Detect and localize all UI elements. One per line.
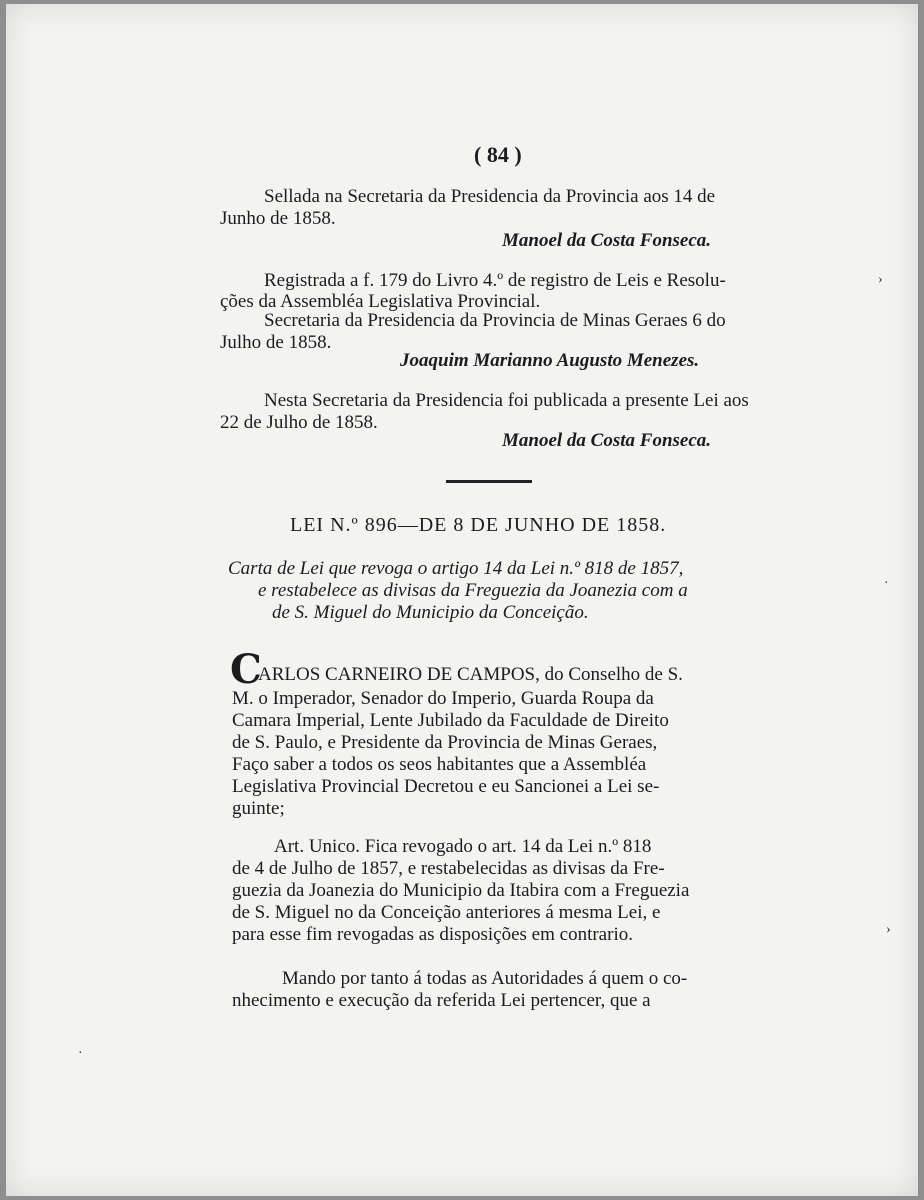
section-divider <box>446 480 532 483</box>
text-line: Faço saber a todos os seos habitantes que a Assembléa <box>232 754 647 775</box>
text-line: M. o Imperador, Senador do Imperio, Guarda Roupa da <box>232 688 654 709</box>
text-line: Junho de 1858. <box>220 208 336 229</box>
text-line: ARLOS CARNEIRO DE CAMPOS, do Conselho de S. <box>258 664 683 685</box>
drop-cap: C <box>230 646 262 693</box>
text-line: guezia da Joanezia do Municipio da Itabira com a Freguezia <box>232 880 690 901</box>
text-line: ções da Assembléa Legislativa Provincial. <box>220 291 541 312</box>
stray-mark: · <box>78 1046 83 1061</box>
law-summary-line: e restabelece as divisas da Freguezia da Joanezia com a <box>258 580 688 601</box>
text-line: 22 de Julho de 1858. <box>220 412 378 433</box>
text-line: de 4 de Julho de 1857, e restabelecidas as divisas da Fre- <box>232 858 665 879</box>
law-summary-line: Carta de Lei que revoga o artigo 14 da Lei n.º 818 de 1857, <box>228 558 684 579</box>
law-heading: LEI N.º 896—DE 8 DE JUNHO DE 1858. <box>290 514 667 536</box>
text-line: Camara Imperial, Lente Jubilado da Faculdade de Direito <box>232 710 669 731</box>
text-line: Sellada na Secretaria da Presidencia da Provincia aos 14 de <box>264 186 716 207</box>
text-line: para esse fim revogadas as disposições em contrario. <box>232 924 633 945</box>
text-line: nhecimento e execução da referida Lei pertencer, que a <box>232 990 651 1011</box>
page-number: ( 84 ) <box>474 142 522 167</box>
law-summary-line: de S. Miguel do Municipio da Conceição. <box>272 602 589 623</box>
text-line: Nesta Secretaria da Presidencia foi publicada a presente Lei aos <box>264 390 749 411</box>
stray-mark: › <box>878 272 883 287</box>
stray-mark: · <box>884 576 889 591</box>
text-line: Secretaria da Presidencia da Provincia de Minas Geraes 6 do <box>264 310 726 331</box>
text-line: de S. Miguel no da Conceição anteriores á mesma Lei, e <box>232 902 661 923</box>
text-line: Julho de 1858. <box>220 332 332 353</box>
text-line: Registrada a f. 179 do Livro 4.º de registro de Leis e Resolu- <box>264 270 726 291</box>
text-line: de S. Paulo, e Presidente da Provincia de Minas Geraes, <box>232 732 658 753</box>
document-page <box>6 4 918 1196</box>
stray-mark: › <box>886 922 891 937</box>
signature: Joaquim Marianno Augusto Menezes. <box>400 350 700 371</box>
text-line: Legislativa Provincial Decretou e eu Sancionei a Lei se- <box>232 776 660 797</box>
text-line: Mando por tanto á todas as Autoridades á quem o co- <box>282 968 688 989</box>
text-line: Art. Unico. Fica revogado o art. 14 da Lei n.º 818 <box>274 836 652 857</box>
signature: Manoel da Costa Fonseca. <box>502 430 712 451</box>
text-line: guinte; <box>232 798 285 819</box>
signature: Manoel da Costa Fonseca. <box>502 230 712 251</box>
